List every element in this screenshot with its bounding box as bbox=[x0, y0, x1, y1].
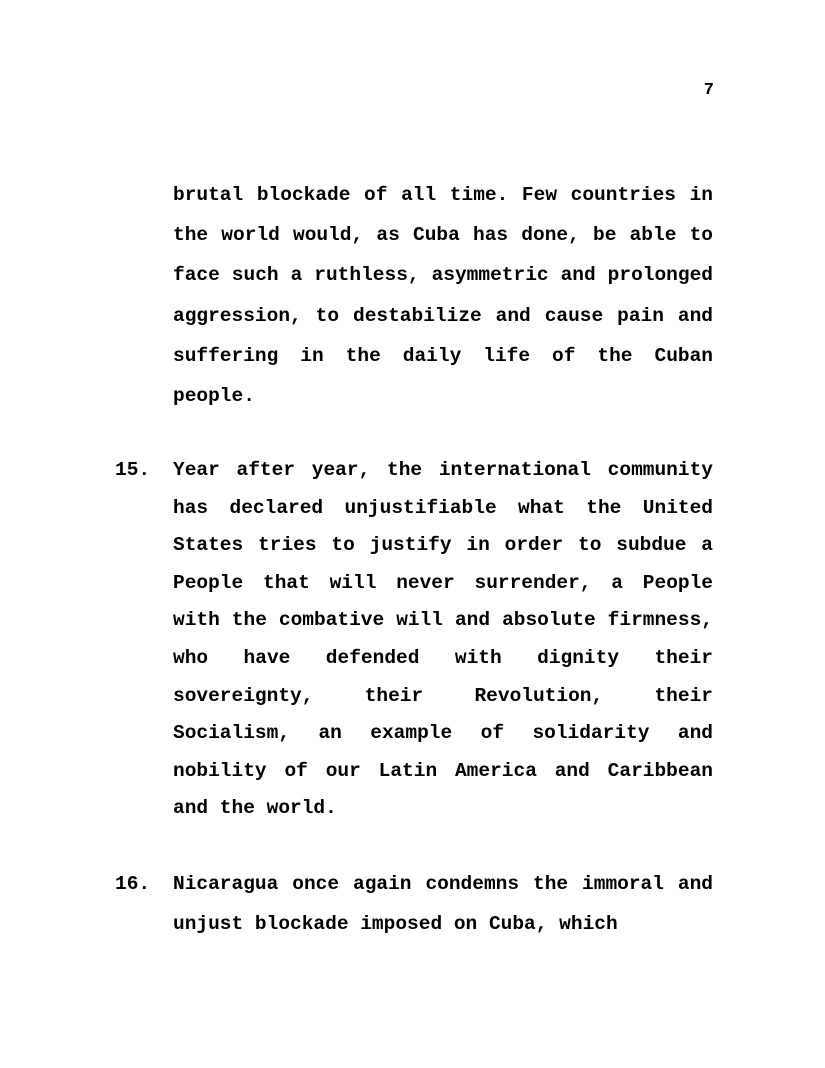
paragraph-continued-text: brutal blockade of all time. Few countries in the world would, as Cuba has done, be able to face such a ruthless, asymmetric and prolonged aggression, to destabilize and cause pain and suffering in the daily life of the Cuban people. bbox=[173, 184, 713, 408]
paragraph-number-15: 15. bbox=[115, 459, 151, 481]
paragraph-16-text: Nicaragua once again condemns the immoral and unjust blockade imposed on Cuba, which bbox=[173, 873, 713, 935]
paragraph-15-text: Year after year, the international community has declared unjustifiable what the United States tries to justify in order to subdue a People that will never surrender, a People with the combative will and absolute firmness, who have defended with dignity their sovereignty, their Revolution, their Socialism, an example of solidarity and nobility of our Latin America and Caribbean and the world. bbox=[173, 459, 713, 820]
page-number: 7 bbox=[703, 81, 714, 100]
paragraph-number-16: 16. bbox=[115, 873, 151, 895]
